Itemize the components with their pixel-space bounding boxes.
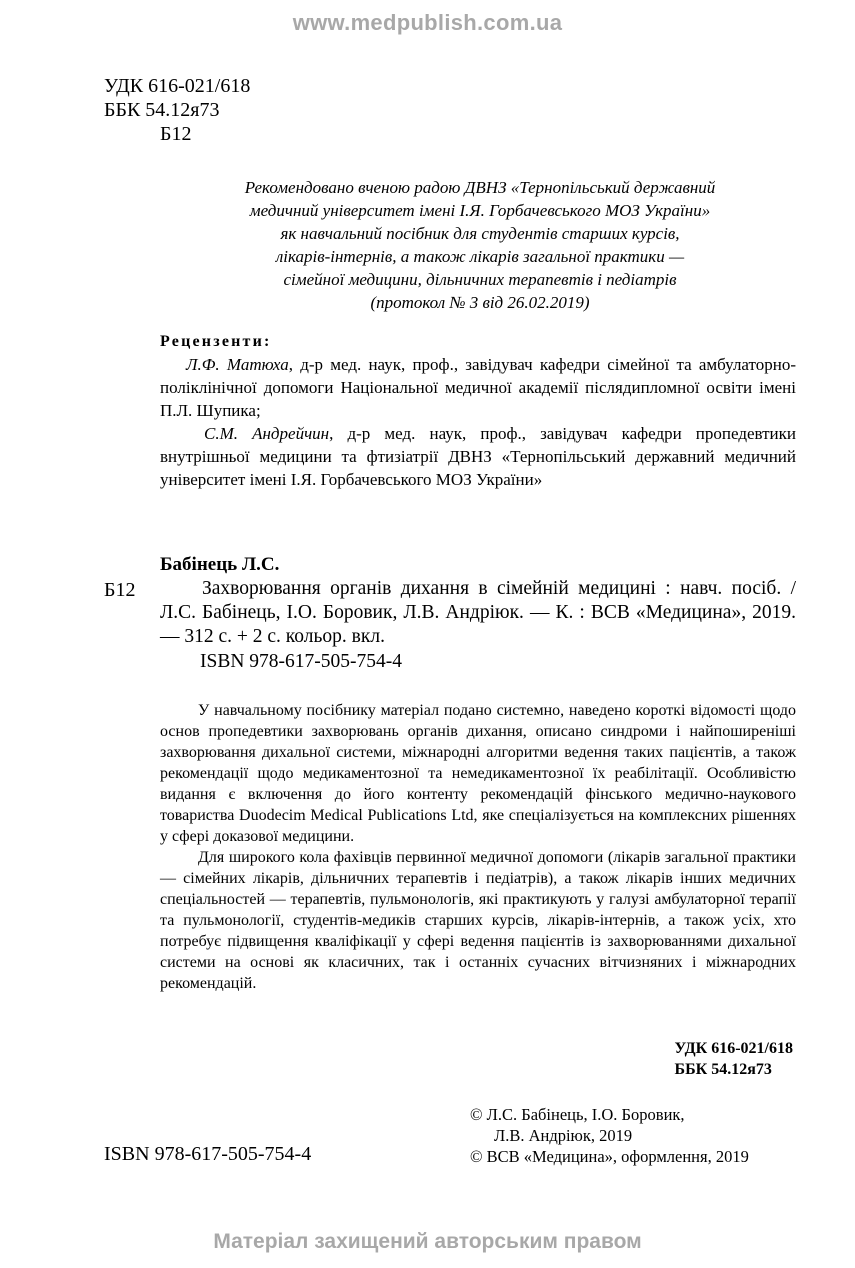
udk-code: УДК 616-021/618 [104, 75, 251, 97]
watermark-bottom: Матеріал захищений авторським правом [213, 1230, 642, 1253]
reviewer-details: , д-р мед. наук, проф., завідувач кафедри пропедевтики внутрішньої медицини та фтизіатрії ДВНЗ «Тернопільський державний медичний університет імені І.Я. Горбачевського МОЗ України» [160, 424, 796, 489]
bibliography-isbn: ISBN 978-617-505-754-4 [200, 651, 403, 672]
footer-isbn: ISBN 978-617-505-754-4 [104, 1143, 312, 1165]
reviewer-entry [160, 422, 796, 491]
recommendation-line: лікарів-інтернів, а також лікарів загальної практики — [275, 247, 685, 266]
reviewer-entry [160, 353, 796, 422]
classification-block [104, 74, 250, 146]
abstract [160, 700, 796, 994]
abstract-paragraph: Для широкого кола фахівців первинної медичної допомоги (лікарів загальної практики — сімейних лікарів, дільничних терапевтів і педіатрів), а також лікарів інших медичних спеціальностей — терапевтів, пульмонологів, які практикують у галузі амбулаторної терапії та пульмонології, студентів-медиків старших курсів, лікарів-інтернів, а також усіх, хто потребує підвищення кваліфікації у сфері ведення пацієнтів із захворюваннями дихальної системи на основі як класичних, так і останніх сучасних вітчизняних і міжнародних рекомендацій. [160, 849, 796, 992]
reviewer-name: Л.Ф. Матюха [186, 355, 289, 374]
copyright-authors: © Л.С. Бабінець, І.О. Боровик, [470, 1105, 685, 1124]
recommendation-line: медичний університет імені І.Я. Горбачевського МОЗ України» [249, 201, 711, 220]
author-mark: Б12 [160, 123, 192, 145]
bibliography-entry: Захворювання органів дихання в сімейній медицині : навч. посіб. / Л.С. Бабінець, І.О. Боровик, Л.В. Андріюк. — К. : ВСВ «Медицина», 2019. — 312 с. + 2 с. кольор. вкл. [160, 578, 796, 647]
copyright-publisher: © ВСВ «Медицина», оформлення, 2019 [470, 1147, 749, 1166]
reviewers-block [160, 330, 796, 491]
author-name: Бабінець Л.С. [160, 554, 280, 575]
watermark-top: www.medpublish.com.ua [292, 10, 563, 35]
footer-udk: УДК 616-021/618 [674, 1040, 793, 1057]
footer-bbk: ББК 54.12я73 [674, 1061, 772, 1078]
recommendation-line: (протокол № 3 від 26.02.2019) [370, 293, 590, 312]
recommendation-line: Рекомендовано вченою радою ДВНЗ «Тернопільський державний [244, 178, 716, 197]
reviewer-details: , д-р мед. наук, проф., завідувач кафедри сімейної та амбулаторно-поліклінічної допомоги Національної медичної академії післядипломної освіти імені П.Л. Шупика; [160, 355, 796, 420]
copyright-block [470, 1104, 749, 1167]
reviewers-title: Рецензенти: [160, 333, 272, 350]
reviewer-name: С.М. Андрейчин [204, 424, 330, 443]
recommendation-line: сімейної медицини, дільничних терапевтів і педіатрів [283, 270, 677, 289]
bbk-code: ББК 54.12я73 [104, 99, 220, 121]
recommendation-block [200, 176, 760, 314]
abstract-paragraph: У навчальному посібнику матеріал подано системно, наведено короткі відомості щодо основ пропедевтики захворювань органів дихання, описано синдроми і найпоширеніші захворювання дихальної системи, міжнародні алгоритми ведення таких пацієнтів, а також рекомендації щодо медикаментозної та немедикаментозної їх реабілітації. Особливістю видання є включення до його контенту рекомендацій фінського медично-наукового товариства Duodecim Medical Publications Ltd, яке спеціалізується на комплексних рішеннях у сфері доказової медицини. [160, 702, 796, 845]
recommendation-line: як навчальний посібник для студентів старших курсів, [280, 224, 680, 243]
footer-classification [674, 1038, 793, 1080]
copyright-authors-cont: Л.В. Андріюк, 2019 [494, 1126, 633, 1145]
bibliography-code: Б12 [104, 579, 136, 601]
